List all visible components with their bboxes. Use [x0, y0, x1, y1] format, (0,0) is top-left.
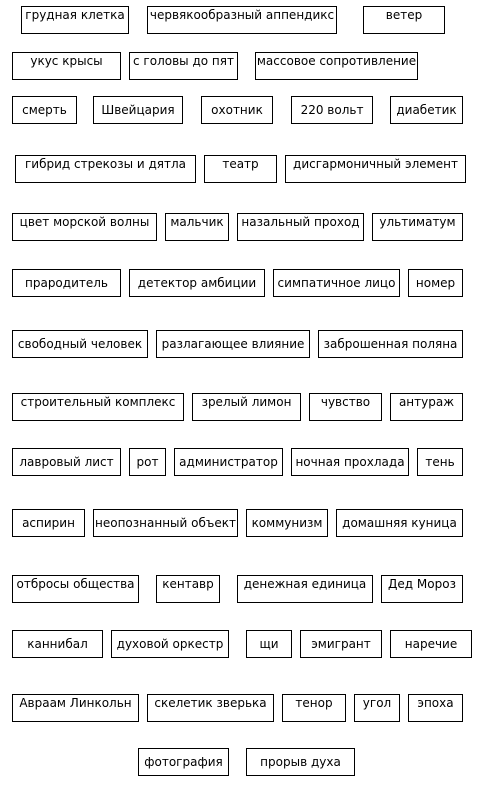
word-box[interactable]: рот [129, 448, 166, 476]
word-box[interactable]: антураж [390, 393, 463, 421]
word-box[interactable]: мальчик [165, 213, 229, 241]
word-box[interactable]: диабетик [390, 96, 463, 124]
word-box[interactable]: Дед Мороз [381, 575, 463, 603]
word-box[interactable]: лавровый лист [12, 448, 121, 476]
word-box[interactable]: щи [246, 630, 292, 658]
word-box[interactable]: прорыв духа [246, 748, 355, 776]
word-box[interactable]: эпоха [408, 694, 463, 722]
word-box[interactable]: тенор [282, 694, 346, 722]
word-box[interactable]: цвет морской волны [12, 213, 157, 241]
word-box[interactable]: ветер [363, 6, 445, 34]
word-box[interactable]: аспирин [12, 509, 85, 537]
word-box[interactable]: червякообразный аппендикс [147, 6, 337, 34]
word-box[interactable]: угол [354, 694, 400, 722]
word-box[interactable]: ночная прохлада [291, 448, 409, 476]
word-box[interactable]: денежная единица [237, 575, 373, 603]
word-box[interactable]: 220 вольт [291, 96, 373, 124]
word-box[interactable]: заброшенная поляна [318, 330, 463, 358]
word-box[interactable]: симпатичное лицо [273, 269, 400, 297]
word-box[interactable]: ультиматум [372, 213, 463, 241]
word-box[interactable]: массовое сопротивление [255, 52, 418, 80]
word-box[interactable]: тень [417, 448, 463, 476]
word-box[interactable]: детектор амбиции [129, 269, 265, 297]
word-box[interactable]: домашняя куница [336, 509, 463, 537]
word-box[interactable]: охотник [201, 96, 273, 124]
word-box[interactable]: свободный человек [12, 330, 148, 358]
word-box[interactable]: номер [408, 269, 463, 297]
word-box[interactable]: дисгармоничный элемент [285, 155, 466, 183]
word-box[interactable]: фотография [138, 748, 229, 776]
word-box[interactable]: с головы до пят [129, 52, 238, 80]
word-box[interactable]: укус крысы [12, 52, 121, 80]
word-box[interactable]: зрелый лимон [192, 393, 301, 421]
word-box[interactable]: разлагающее влияние [156, 330, 310, 358]
word-box[interactable]: смерть [12, 96, 77, 124]
word-box[interactable]: эмигрант [300, 630, 382, 658]
word-box[interactable]: театр [204, 155, 277, 183]
word-box[interactable]: каннибал [12, 630, 103, 658]
word-box[interactable]: назальный проход [237, 213, 364, 241]
word-box[interactable]: наречие [390, 630, 472, 658]
word-box[interactable]: коммунизм [246, 509, 328, 537]
word-box[interactable]: строительный комплекс [12, 393, 184, 421]
word-box[interactable]: скелетик зверька [147, 694, 274, 722]
word-box[interactable]: отбросы общества [12, 575, 139, 603]
word-box[interactable]: духовой оркестр [111, 630, 229, 658]
word-box[interactable]: Швейцария [93, 96, 183, 124]
word-box[interactable]: неопознанный объект [93, 509, 238, 537]
word-box[interactable]: грудная клетка [21, 6, 129, 34]
word-box[interactable]: прародитель [12, 269, 121, 297]
word-box[interactable]: чувство [309, 393, 382, 421]
word-box[interactable]: кентавр [156, 575, 220, 603]
word-box[interactable]: Авраам Линкольн [12, 694, 139, 722]
word-box[interactable]: администратор [174, 448, 283, 476]
word-box[interactable]: гибрид стрекозы и дятла [15, 155, 196, 183]
